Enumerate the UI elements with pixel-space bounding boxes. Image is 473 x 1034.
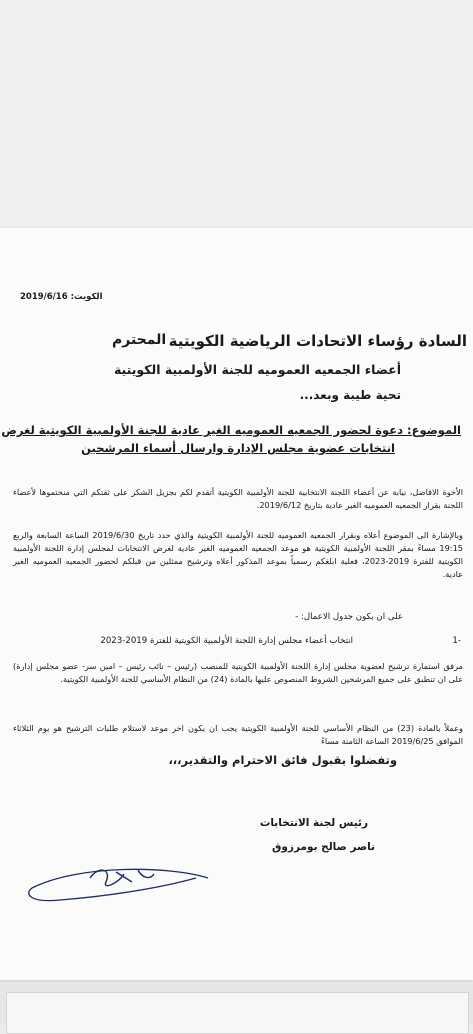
photo-background-top — [0, 0, 473, 228]
letter-greeting: السادة رؤساء الاتحادات الرياضية الكويتية — [168, 332, 467, 350]
agenda-intro: على ان يكون جدول الاعمال: - — [295, 612, 403, 622]
letter-paragraph-3: مرفق استمارة ترشيح لعضوية مجلس إدارة اللجنة الأولمبية الكويتية للمنصب (رئيس – نائب رئيس – امين سر- عضو مجلس إدارة) على ان تنطبق على جميع المرشحين الشروط المنصوص عليها بالمادة (24) من النظام الأساسي للجنة الأولمبية الكويتية. — [13, 661, 463, 684]
letter-paragraph-4: وعملاً بالمادة (23) من النظام الأساسي للجنة الأولمبية الكويتية يجب ان يكون اخر موعد لاستلام طلبات الترشيح هو يوم الثلاثاء الموافق 2019/6/25 الساعة الثامنة مساءً — [13, 723, 464, 746]
agenda-item-number: -1 — [452, 636, 461, 646]
handwritten-signature — [20, 848, 210, 908]
letter-respected: المحترم — [112, 332, 167, 348]
signature-name: ناصر صالح بومرزوق — [272, 841, 375, 853]
letter-salutation: تحية طيبة وبعد... — [299, 388, 401, 402]
letter-paragraph-2: وبالإشارة الى الموضوع أعلاه وبقرار الجمعيه العموميه للجنة الأولمبية الكويتية والذي حدد تاريخ 2019/6/30 الساعة السابعة والربع 19:15 مساءً بمقر اللجنة الأولمبية الكويتية هو موعد الجمعيه العموميه الغير عادية لغرض الانتخابات لمجلس إدارة اللجنة الأولمبية الكويتية للفترة 2019-2023، فعلية ابلغكم رسمياً بموعد المذكور أعلاه وترشيح ممثلين من قبلكم لحضور الجمعيه العموميه الغير عادية. — [13, 530, 463, 579]
letter-paragraph-1: الأخوة الافاضل، نيابة عن أعضاء اللجنة الانتخابية للجنة الأولمبية الكويتية أتقدم لكم بجزيل الشكر على ثقتكم التي منحتموها لأعضاء اللجنة بقرار الجمعيه العموميه الغير عادية بتاريخ 2019/6/12. — [13, 487, 463, 510]
next-page-edge — [6, 992, 469, 1034]
letter-subject-line1: الموضوع: دعوة لحضور الجمعيه العموميه الغير عادية للجنة الأولمبية الكويتية لغرض — [1, 423, 461, 437]
letter-date: الكويت: 2019/6/16 — [20, 292, 103, 302]
letter-subject-line2: انتخابات عضوية مجلس الإدارة وارسال أسماء المرشحين — [81, 441, 395, 455]
letter-recipient: أعضاء الجمعيه العموميه للجنة الأولمبية الكويتية — [113, 362, 401, 377]
signature-title: رئيس لجنة الانتخابات — [259, 817, 368, 829]
agenda-item-1: انتخاب أعضاء مجلس إدارة اللجنة الأولمبية الكويتية للفترة 2019-2023 — [100, 636, 353, 646]
letter-closing: وتفضلوا بقبول فائق الاحترام والتقدير،،، — [168, 753, 397, 767]
letter-page — [0, 228, 473, 980]
